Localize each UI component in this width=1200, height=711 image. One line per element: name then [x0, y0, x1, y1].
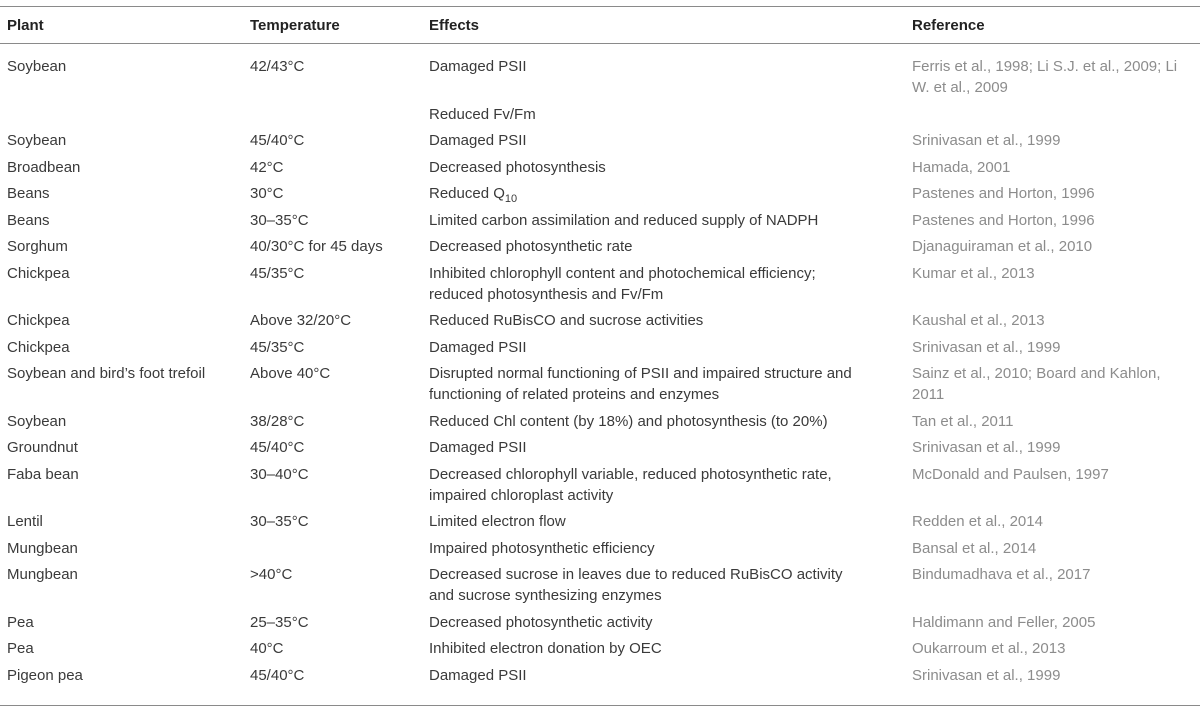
cell-temperature: 42°C: [250, 158, 284, 176]
cell-reference-line: Oukarroum et al., 2013: [912, 640, 1066, 657]
cell-effects-line: Reduced RuBisCO and sucrose activities: [429, 312, 704, 329]
table-row: [0, 236, 1200, 263]
cell-effects-line: Disrupted normal functioning of PSII and impaired structure and: [429, 365, 852, 382]
cell-effects: [429, 363, 852, 405]
cell-effects-line: functioning of related proteins and enzymes: [429, 386, 720, 403]
cell-plant: Faba bean: [7, 465, 79, 483]
cell-temperature: 40°C: [250, 640, 284, 657]
cell-reference: [912, 183, 1095, 204]
cell-effects-subscript: 10: [504, 193, 518, 205]
cell-reference-line: Hamada, 2001: [912, 158, 1011, 176]
cell-effects: [429, 511, 566, 532]
cell-effects-line: Reduced Chl content (by 18%) and photosynthesis (to 20%): [429, 412, 828, 430]
header-temperature: Temperature: [250, 17, 340, 34]
cell-reference: [912, 310, 1045, 331]
cell-reference: [912, 411, 1013, 432]
cell-plant: Chickpea: [7, 338, 70, 356]
cell-reference-line: Bindumadhava et al., 2017: [912, 566, 1091, 583]
table-row: [0, 638, 1200, 665]
table-row: [0, 210, 1200, 237]
cell-reference: [912, 638, 1065, 659]
cell-reference: [912, 612, 1095, 633]
cell-plant: Mungbean: [7, 566, 78, 583]
cell-effects-line: Inhibited electron donation by OEC: [429, 640, 662, 657]
cell-temperature: 45/40°C: [250, 132, 305, 149]
header-plant: Plant: [7, 17, 44, 34]
cell-reference-line: Sainz et al., 2010; Board and Kahlon,: [912, 365, 1161, 382]
table-row: [0, 437, 1200, 464]
cell-reference-line: Srinivasan et al., 1999: [912, 439, 1061, 456]
cell-temperature: 42/43°C: [250, 58, 305, 75]
cell-reference-line: Srinivasan et al., 1999: [912, 666, 1061, 684]
table-row: [0, 538, 1200, 565]
cell-effects: [429, 310, 703, 331]
cell-plant: Chickpea: [7, 312, 70, 329]
table-row: [0, 564, 1200, 612]
table-row: [0, 130, 1200, 157]
table-row: [0, 665, 1200, 692]
cell-effects: [429, 564, 843, 606]
header-effects: Effects: [429, 17, 480, 34]
cell-reference: [912, 157, 1010, 178]
cell-effects-line: Inhibited chlorophyll content and photochemical efficiency;: [429, 264, 816, 282]
cell-reference: [912, 511, 1043, 532]
cell-reference-line: 2011: [912, 386, 945, 403]
cell-effects: [429, 56, 527, 77]
cell-plant: Chickpea: [7, 264, 70, 282]
cell-reference: [912, 263, 1035, 284]
cell-reference-line: Bansal et al., 2014: [912, 539, 1037, 557]
cell-reference: [912, 337, 1060, 358]
table-row: [0, 511, 1200, 538]
cell-temperature: >40°C: [250, 566, 293, 583]
cell-effects: [429, 665, 527, 686]
table-row: [0, 612, 1200, 639]
cell-reference: [912, 210, 1095, 231]
cell-reference: [912, 130, 1060, 151]
cell-temperature: Above 40°C: [250, 365, 331, 382]
cell-effects-line: Damaged PSII: [429, 439, 527, 456]
cell-effects: [429, 236, 632, 257]
cell-temperature: 30–35°C: [250, 513, 309, 530]
table-row: [0, 157, 1200, 184]
cell-effects: [429, 638, 662, 659]
cell-effects-line: Limited electron flow: [429, 513, 566, 530]
cell-effects: [429, 538, 655, 559]
cell-plant: Beans: [7, 185, 50, 202]
table-row: [0, 310, 1200, 337]
cell-plant: Soybean and bird’s foot trefoil: [7, 365, 206, 382]
cell-reference-line: Haldimann and Feller, 2005: [912, 613, 1096, 631]
cell-effects: [429, 157, 606, 178]
cell-temperature: 45/35°C: [250, 338, 305, 356]
cell-plant: Pea: [7, 613, 34, 631]
table-row: [0, 363, 1200, 411]
cell-plant: Pigeon pea: [7, 666, 83, 684]
cell-effects-line: Decreased photosynthetic activity: [429, 613, 653, 631]
cell-effects: [429, 411, 828, 432]
cell-plant: Soybean: [7, 58, 67, 75]
cell-plant: Soybean: [7, 132, 67, 149]
cell-temperature: 30–35°C: [250, 211, 309, 229]
table-row: [0, 337, 1200, 364]
cell-effects: [429, 104, 536, 125]
cell-reference-line: Srinivasan et al., 1999: [912, 132, 1061, 149]
cell-reference-line: Srinivasan et al., 1999: [912, 338, 1061, 356]
cell-reference-line: Pastenes and Horton, 1996: [912, 185, 1095, 202]
cell-effects: [429, 612, 652, 633]
header-rule: [0, 43, 1200, 44]
table-header: [0, 6, 1200, 43]
cell-temperature: 30–40°C: [250, 465, 309, 483]
cell-effects: [429, 130, 527, 151]
cell-reference: [912, 363, 1161, 405]
cell-reference-line: Pastenes and Horton, 1996: [912, 211, 1095, 229]
cell-effects: [429, 337, 527, 358]
cell-plant: Lentil: [7, 513, 43, 530]
cell-plant: Sorghum: [7, 238, 68, 255]
cell-effects-line: and sucrose synthesizing enzymes: [429, 587, 662, 604]
cell-reference-line: Ferris et al., 1998; Li S.J. et al., 2009; Li: [912, 58, 1178, 75]
cell-plant: Mungbean: [7, 539, 78, 557]
cell-plant: Pea: [7, 640, 34, 657]
cell-temperature: 30°C: [250, 185, 284, 202]
cell-reference-line: Tan et al., 2011: [912, 412, 1014, 430]
table-row: [0, 183, 1200, 210]
cell-effects-line: Damaged PSII: [429, 666, 527, 684]
cell-effects: [429, 464, 832, 506]
table-row: [0, 411, 1200, 438]
cell-effects-line: Decreased sucrose in leaves due to reduced RuBisCO activity: [429, 566, 843, 583]
cell-effects-line: Decreased photosynthesis: [429, 158, 606, 176]
header-reference: Reference: [912, 17, 985, 34]
cell-effects-line: Damaged PSII: [429, 132, 527, 149]
cell-reference: [912, 665, 1060, 686]
cell-effects-line: Decreased photosynthetic rate: [429, 238, 633, 255]
cell-temperature: 45/40°C: [250, 666, 305, 684]
cell-temperature: Above 32/20°C: [250, 312, 352, 329]
cell-effects-line: Reduced Fv/Fm: [429, 105, 536, 123]
cell-temperature: 25–35°C: [250, 613, 309, 631]
cell-effects-line: reduced photosynthesis and Fv/Fm: [429, 285, 664, 303]
cell-reference-line: Kaushal et al., 2013: [912, 312, 1045, 329]
cell-reference: [912, 56, 1177, 98]
cell-effects-line: impaired chloroplast activity: [429, 486, 614, 504]
cell-effects-line: Limited carbon assimilation and reduced supply of NADPH: [429, 211, 819, 229]
cell-effects: [429, 263, 816, 305]
table-body: [0, 56, 1200, 691]
cell-plant: Broadbean: [7, 158, 81, 176]
cell-reference-line: Djanaguiraman et al., 2010: [912, 238, 1093, 255]
cell-reference-line: W. et al., 2009: [912, 79, 1008, 96]
cell-effects-text: Reduced Q: [429, 185, 505, 202]
table-row: [0, 104, 1200, 131]
cell-plant: Groundnut: [7, 439, 78, 456]
table-bottom-rule: [0, 705, 1200, 706]
table-row: [0, 263, 1200, 311]
cell-effects: [429, 183, 517, 204]
cell-plant: Beans: [7, 211, 50, 229]
cell-reference-line: Kumar et al., 2013: [912, 264, 1035, 282]
cell-reference-line: Redden et al., 2014: [912, 513, 1043, 530]
cell-plant: Soybean: [7, 412, 67, 430]
cell-effects: [429, 437, 527, 458]
cell-effects-line: Damaged PSII: [429, 338, 527, 356]
table-row: [0, 56, 1200, 104]
table-row: [0, 464, 1200, 512]
cell-reference: [912, 538, 1036, 559]
cell-effects-line: Impaired photosynthetic efficiency: [429, 539, 655, 557]
cell-temperature: 40/30°C for 45 days: [250, 238, 383, 255]
cell-reference: [912, 564, 1090, 585]
cell-reference: [912, 236, 1092, 257]
cell-effects-line: Damaged PSII: [429, 58, 527, 75]
cell-effects: [429, 210, 818, 231]
cell-reference: [912, 464, 1109, 485]
cell-temperature: 45/35°C: [250, 264, 305, 282]
cell-reference: [912, 437, 1060, 458]
cell-temperature: 38/28°C: [250, 412, 305, 430]
cell-effects-line: Decreased chlorophyll variable, reduced photosynthetic rate,: [429, 465, 832, 483]
cell-reference-line: McDonald and Paulsen, 1997: [912, 465, 1109, 483]
cell-temperature: 45/40°C: [250, 439, 305, 456]
